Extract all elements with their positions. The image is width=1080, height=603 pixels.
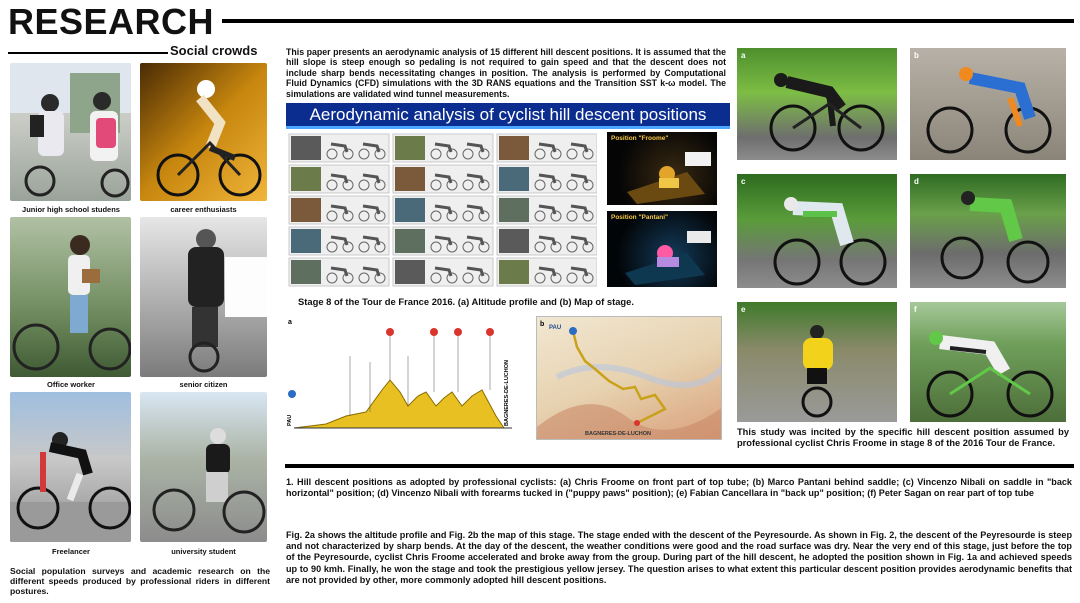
positions-paragraph: 1. Hill descent positions as adopted by professional cyclists: (a) Chris Froome on front part of top tube; (b) Marco Pantani behind saddle; (c) Vincenzo Nibali on saddle in "back horizontal" position; (d) Vincenzo Nibali with forearms tucked in ("puppy paws" position); (e) Fabian Cancellara in "back up" position; (f) Peter Sagan on rear part of top tube: [286, 477, 1072, 499]
rider-label-f: f: [914, 305, 917, 314]
subtitle-divider: [8, 52, 168, 54]
position-thumbnail: [497, 227, 597, 255]
rider-label-c: c: [741, 177, 746, 186]
rider-photo-b: [910, 48, 1066, 160]
position-thumbnail: [393, 165, 493, 193]
bottom-divider: [285, 464, 1074, 468]
position-thumbnail: [289, 165, 389, 193]
rider-photo-c: [737, 174, 897, 288]
altitude-label-a: a: [288, 319, 292, 326]
position-thumbnail: [497, 165, 597, 193]
photo-university-student: [140, 392, 267, 542]
photo-freelancer: [10, 392, 131, 542]
froome-caption: This study was incited by the specific hill descent position assumed by professional cyclist Chris Froome in stage 8 of the 2016 Tour de France.: [737, 427, 1069, 448]
altitude-profile: [286, 316, 526, 444]
analysis-banner: Aerodynamic analysis of cyclist hill descent positions: [286, 103, 730, 129]
finish-label: BAGNERES-DE-LUCHON: [504, 360, 510, 426]
photo-office-worker: [10, 217, 131, 377]
page-title: RESEARCH: [8, 1, 215, 42]
rider-label-b: b: [914, 51, 919, 60]
position-thumbnail: [393, 134, 493, 162]
position-thumbnail-grid: [287, 132, 597, 288]
rider-label-e: e: [741, 305, 746, 314]
rider-label-a: a: [741, 51, 746, 60]
caption-senior: senior citizen: [179, 380, 228, 389]
left-summary-text: Social population surveys and academic research on the different speeds produced by professional riders in different postures.: [10, 566, 270, 597]
map-label-b: b: [540, 321, 545, 328]
caption-university-student: university student: [171, 547, 236, 556]
rider-photo-a: [737, 48, 897, 160]
rider-photo-f: [910, 302, 1066, 422]
caption-students: Junior high school studens: [22, 205, 120, 214]
caption-office-worker: Office worker: [47, 380, 95, 389]
map-start-label: PAU: [549, 325, 562, 331]
stage-paragraph: Fig. 2a shows the altitude profile and Fig. 2b the map of this stage. The stage ended with the descent of the Peyresourde. As shown in Fig. 2, the descent of the Peyresourde is steep and not characterized by sharp bends. At the day of the descent, the weather conditions were good and the road surface was dry. Near the very end of this stage, just before the top of the Peyresourde, cyclist Chris Froome accelerated and broke away from the group. During part of the hill descent, he adopted the position shown in Fig. 1a and achieved speeds up to 90 kmh. Finally, he won the stage and took the prestigious yellow jersey. The question arises to what extent this particular descent position provides aerodynamic benefits that are not provided by other, more commonly adopted hill descent positions.: [286, 530, 1072, 585]
title-divider: [222, 19, 1074, 23]
rider-photo-d: [910, 174, 1066, 288]
rider-label-d: d: [914, 177, 919, 186]
position-thumbnail: [289, 227, 389, 255]
position-thumbnail: [289, 258, 389, 286]
position-thumbnail: [393, 227, 493, 255]
label-froome: Position "Froome": [611, 135, 669, 142]
position-thumbnail: [289, 134, 389, 162]
position-thumbnail: [393, 258, 493, 286]
intro-paragraph: This paper presents an aerodynamic analysis of 15 different hill descent positions. It is assumed that the hill slope is steep enough so pedaling is not required to gain speed and that the descent does not include sharp bends necessitating changes in position. The analysis is performed by Computational Fluid Dynamics (CFD) simulations with the 3D RANS equations and the Transition SST k-ω model. The simulations are validated wind tunnel measurements.: [286, 47, 726, 99]
label-pantani: Position "Pantani": [611, 214, 669, 221]
map-finish-label: BAGNERES-DE-LUCHON: [585, 431, 651, 437]
stage-heading: Stage 8 of the Tour de France 2016. (a) Altitude profile and (b) Map of stage.: [298, 296, 634, 307]
section-subtitle: Social crowds: [170, 43, 258, 58]
wind-tunnel-froome: [607, 132, 717, 205]
position-thumbnail: [497, 196, 597, 224]
rider-photo-e: [737, 302, 897, 422]
caption-career: career enthusiasts: [170, 205, 237, 214]
position-thumbnail: [393, 196, 493, 224]
wind-tunnel-pantani: [607, 211, 717, 287]
photo-career: [140, 63, 267, 201]
start-label: PAU: [287, 414, 293, 426]
position-thumbnail: [497, 134, 597, 162]
position-thumbnail: [497, 258, 597, 286]
caption-freelancer: Freelancer: [52, 547, 90, 556]
photo-students: [10, 63, 131, 201]
photo-senior: [140, 217, 267, 377]
position-thumbnail: [289, 196, 389, 224]
stage-map: [536, 316, 722, 440]
